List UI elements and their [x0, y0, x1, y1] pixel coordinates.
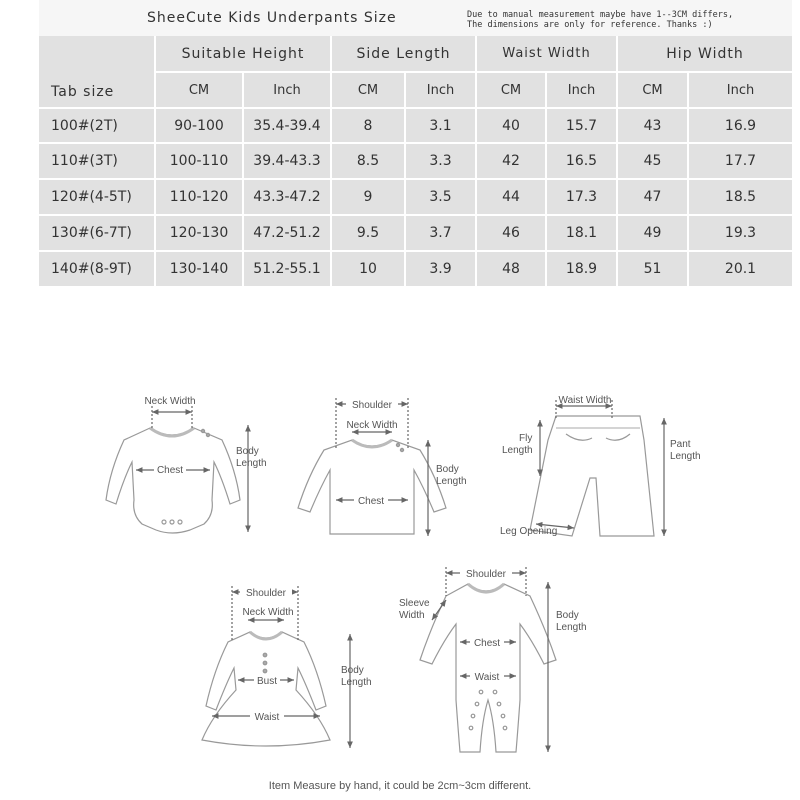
table-cell: 45 [643, 153, 662, 169]
body-length-label: Body [236, 446, 259, 457]
table-title: SheeCute Kids Underpants Size [147, 10, 397, 26]
table-cell: 110-120 [169, 189, 229, 205]
table-cell: 18.9 [565, 261, 598, 277]
group-header: Hip Width [666, 45, 744, 62]
snap [162, 520, 166, 524]
button [201, 429, 204, 432]
snap [501, 714, 505, 718]
button [396, 443, 399, 446]
leg-opening-label: Leg Opening [500, 526, 558, 537]
table-cell: 9.5 [356, 225, 380, 241]
size-label: 110#(3T) [51, 153, 118, 169]
group-header: Suitable Height [181, 45, 305, 62]
table-cell: 49 [643, 225, 662, 241]
shoulder-label: Shoulder [245, 588, 287, 599]
button [263, 653, 267, 657]
collar [468, 584, 504, 592]
table-cell: 43.3-47.2 [253, 189, 321, 205]
table-cell: 51.2-55.1 [253, 261, 321, 277]
dress-outline [202, 632, 330, 746]
table-cell: 3.5 [429, 189, 452, 205]
snap [479, 690, 483, 694]
table-cell: 46 [502, 225, 520, 241]
table-cell: 9 [363, 189, 373, 205]
note-line-1: Due to manual measurement maybe have 1--3CM differs, [467, 10, 734, 20]
table-cell: 8.5 [356, 153, 380, 169]
table-cell: 20.1 [724, 261, 757, 277]
size-label: 140#(8-9T) [51, 261, 132, 277]
sleeve-width-arrow [432, 600, 446, 620]
snap [493, 690, 497, 694]
table-cell: 18.1 [565, 225, 598, 241]
button [263, 669, 267, 673]
footer-note: Item Measure by hand, it could be 2cm~3cm different. [268, 780, 532, 792]
table-cell: 43 [643, 117, 662, 134]
tab-size-header: Tab size [51, 84, 115, 100]
button [206, 433, 209, 436]
shoulder-label: Shoulder [465, 569, 507, 580]
table-cell: 47.2-51.2 [253, 225, 321, 241]
button [400, 448, 403, 451]
body-length-label: Body [556, 610, 579, 621]
table-cell: 17.3 [565, 189, 598, 205]
romper-outline [420, 584, 556, 752]
unit-header: Inch [567, 82, 596, 98]
table-cell: 15.7 [565, 117, 598, 134]
unit-header: CM [357, 82, 379, 98]
tshirt-diagram [298, 398, 446, 536]
bust-label: Bust [256, 676, 278, 687]
tshirt-outline [298, 440, 446, 534]
group-header: Waist Width [502, 46, 591, 61]
table-cell: 17.7 [724, 153, 757, 169]
title-bar [39, 0, 792, 36]
neck-width-label: Neck Width [346, 420, 398, 431]
unit-header: Inch [426, 82, 455, 98]
unit-header: CM [188, 82, 210, 98]
body-length-label: Length [436, 476, 467, 487]
body-length-label: Body [341, 665, 364, 676]
size-label: 100#(2T) [51, 117, 118, 134]
table-cell: 18.5 [724, 189, 757, 205]
body-length-label: Length [341, 677, 372, 688]
table-cell: 120-130 [169, 225, 229, 241]
table-cell: 16.9 [724, 117, 757, 134]
table-cell: 42 [502, 153, 520, 169]
pocket [606, 434, 630, 440]
tshirt-labels [346, 398, 467, 507]
diagram-canvas [0, 380, 800, 780]
size-label: 120#(4-5T) [51, 189, 132, 205]
size-label: 130#(6-7T) [51, 225, 132, 241]
table-cell: 3.3 [429, 153, 452, 169]
shoulder-label: Shoulder [351, 400, 393, 411]
snap [475, 702, 479, 706]
unit-header: CM [642, 82, 663, 98]
button [263, 661, 267, 665]
body-length-label: Body [436, 464, 459, 475]
table-cell: 40 [502, 117, 520, 134]
snap [471, 714, 475, 718]
collar [250, 632, 282, 639]
romper-labels [399, 567, 587, 683]
snap [178, 520, 182, 524]
table-cell: 16.5 [565, 153, 598, 169]
pocket [566, 434, 592, 440]
unit-header: Inch [726, 82, 755, 98]
romper-diagram [420, 567, 556, 752]
table-cell: 35.4-39.4 [253, 117, 321, 134]
pant-length-label: Length [670, 451, 701, 462]
snap [503, 726, 507, 730]
table-cell: 3.1 [429, 117, 452, 134]
table-cell: 90-100 [174, 117, 224, 134]
pants-outline [530, 416, 654, 536]
table-cell: 51 [643, 261, 662, 277]
group-header: Side Length [356, 45, 451, 62]
snap [469, 726, 473, 730]
table-cell: 19.3 [724, 225, 757, 241]
fly-length-label: Fly [519, 433, 533, 444]
waist-width-label: Waist Width [558, 395, 612, 406]
waist-label: Waist [254, 712, 280, 723]
collar [150, 428, 194, 436]
neck-width-label: Neck Width [144, 396, 196, 407]
pants-diagram [530, 400, 664, 536]
table-cell: 130-140 [169, 261, 229, 277]
sleeve-width-label: Width [399, 610, 425, 621]
table-cell: 39.4-43.3 [253, 153, 321, 169]
table-cell: 8 [363, 117, 373, 134]
unit-header: Inch [273, 82, 301, 98]
unit-header: CM [500, 82, 522, 98]
table-cell: 3.9 [429, 261, 452, 277]
chest-label: Chest [473, 638, 501, 649]
table-cell: 3.7 [429, 225, 452, 241]
sleeve-width-label: Sleeve [399, 598, 430, 609]
snap [170, 520, 174, 524]
body-length-label: Length [236, 458, 267, 469]
measurement-note [467, 10, 733, 30]
note-line-2: The dimensions are only for reference. Thanks :) [467, 20, 713, 30]
collar [352, 440, 392, 447]
bodysuit-outline [106, 428, 240, 533]
chest-label: Chest [357, 496, 385, 507]
measurement-diagrams [0, 380, 800, 760]
dress-labels [240, 586, 372, 723]
table-cell: 47 [643, 189, 662, 205]
waist-label: Waist [474, 672, 500, 683]
table-cell: 100-110 [169, 153, 229, 169]
chest-label: Chest [156, 465, 184, 476]
table-cell: 10 [359, 261, 377, 277]
table-cell: 44 [502, 189, 520, 205]
pant-length-label: Pant [670, 439, 691, 450]
fly-length-label: Length [502, 445, 533, 456]
body-length-label: Length [556, 622, 587, 633]
snap [497, 702, 501, 706]
neck-width-label: Neck Width [242, 607, 294, 618]
size-table [39, 0, 792, 286]
table-cell: 48 [502, 261, 520, 277]
